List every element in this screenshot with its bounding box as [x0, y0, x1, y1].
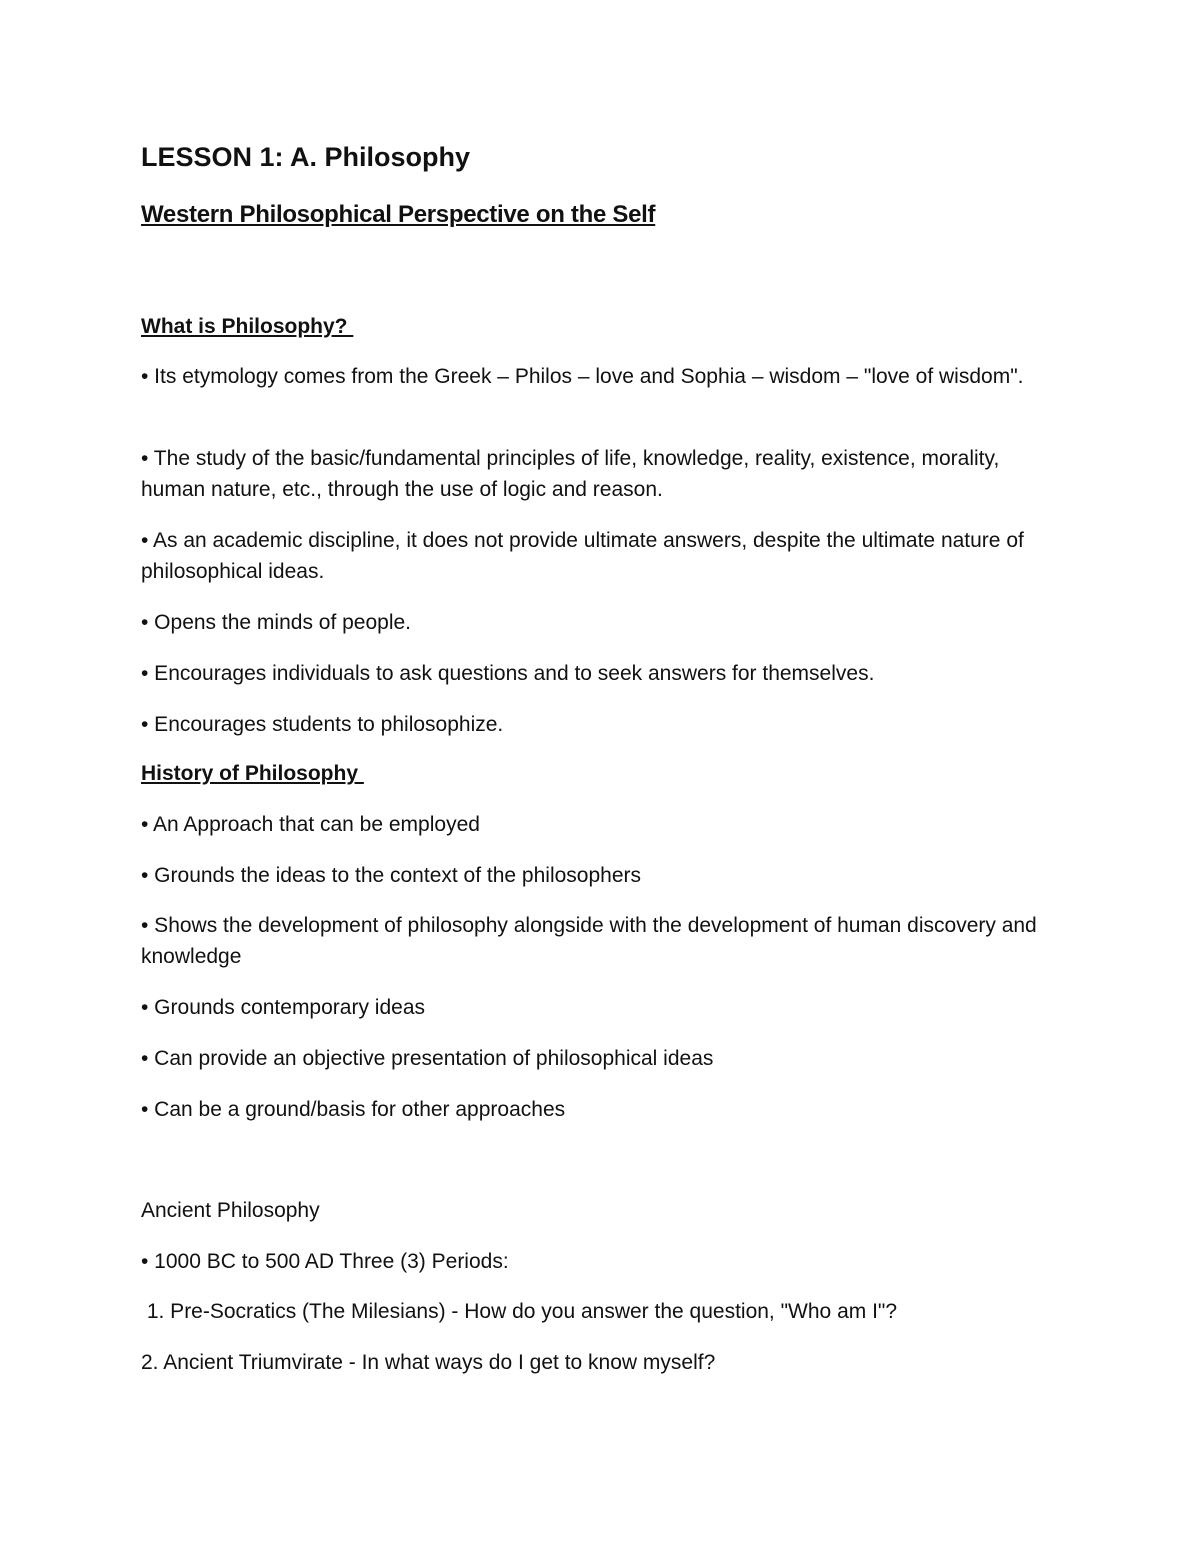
history-point: • Can be a ground/basis for other approaches: [141, 1098, 566, 1121]
history-point: • Grounds contemporary ideas: [141, 996, 425, 1019]
philosophy-point: • Encourages individuals to ask questions and to seek answers for themselves.: [141, 662, 875, 685]
lesson-subtitle: Western Philosophical Perspective on the Self: [141, 201, 656, 228]
history-point: • Shows the development of philosophy alongside with the development of human discovery and knowledge: [141, 914, 1037, 968]
history-point: • Can provide an objective presentation of philosophical ideas: [141, 1047, 714, 1070]
philosophy-point: • The study of the basic/fundamental principles of life, knowledge, reality, existence, morality, human nature, etc., through the use of logic and reason.: [141, 447, 1000, 501]
ancient-philosophy-label: Ancient Philosophy: [141, 1199, 320, 1222]
ancient-period-item: 1. Pre-Socratics (The Milesians) - How do you answer the question, "Who am I"?: [141, 1300, 898, 1323]
section-heading-history-of-philosophy: History of Philosophy: [141, 762, 364, 785]
philosophy-point: • Encourages students to philosophize.: [141, 713, 504, 736]
ancient-period-item: 2. Ancient Triumvirate - In what ways do I get to know myself?: [141, 1351, 716, 1374]
lesson-title: LESSON 1: A. Philosophy: [141, 142, 471, 172]
philosophy-point: • Opens the minds of people.: [141, 611, 412, 634]
history-point: • Grounds the ideas to the context of the philosophers: [141, 864, 642, 887]
section-heading-what-is-philosophy: What is Philosophy?: [141, 315, 354, 338]
philosophy-point: • Its etymology comes from the Greek – Philos – love and Sophia – wisdom – "love of wisdom".: [141, 365, 1024, 388]
philosophy-point: • As an academic discipline, it does not provide ultimate answers, despite the ultimate nature of philosophical ideas.: [141, 529, 1024, 583]
ancient-period-range: • 1000 BC to 500 AD Three (3) Periods:: [141, 1250, 509, 1273]
history-point: • An Approach that can be employed: [141, 813, 480, 836]
